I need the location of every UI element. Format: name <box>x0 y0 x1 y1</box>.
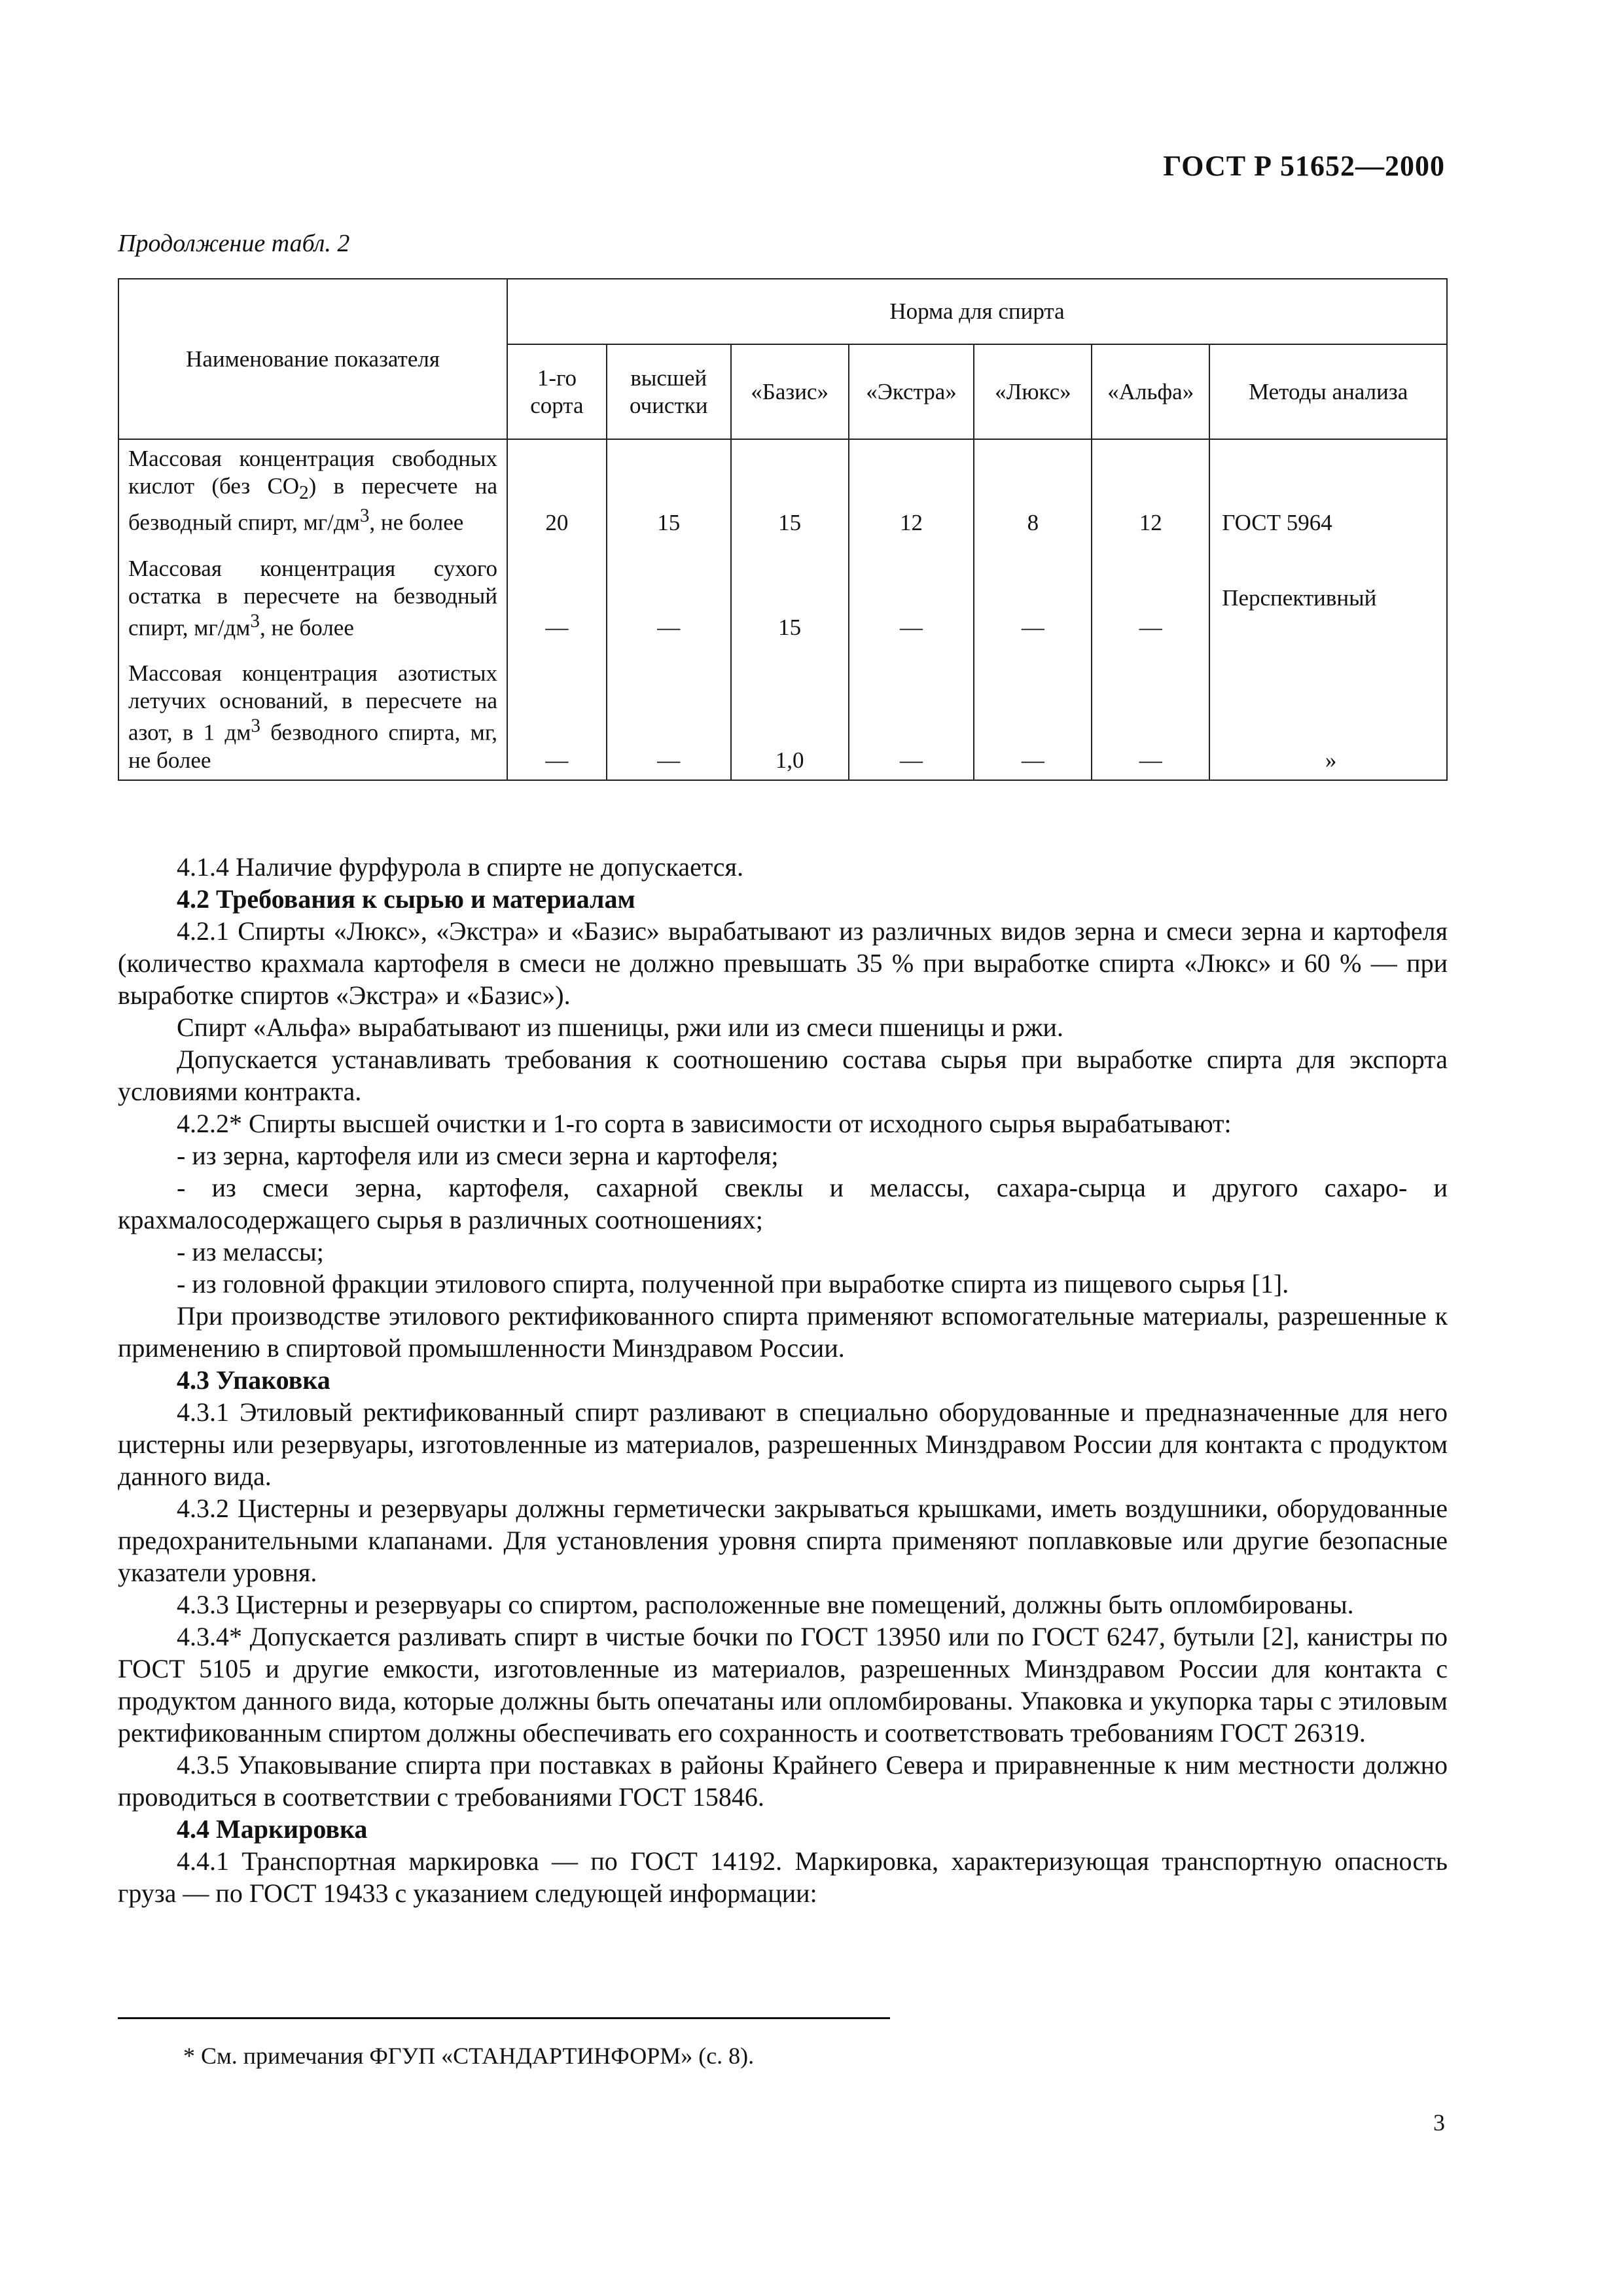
value-cell: 1,0 <box>731 647 849 780</box>
value-cell: 12 <box>849 439 974 542</box>
value-cell: 15 <box>607 439 731 542</box>
col-header-norm: Норма для спирта <box>507 279 1447 344</box>
paragraph-4-3-3: 4.3.3 Цистерны и резервуары со спиртом, расположенные вне помещений, должны быть опломбированы. <box>177 1590 1354 1619</box>
col-header-highest-purity: высшей очистки <box>607 344 731 439</box>
value-cell: 20 <box>507 439 607 542</box>
paragraph-4-3-1: 4.3.1 Этиловый ректификованный спирт разливают в специально оборудованные и предназначенные для него цистерны или резервуары, изготовленные из материалов, разрешенных Минздравом России для контакта с продуктом данного вида. <box>118 1397 1448 1491</box>
col-header-basis: «Базис» <box>731 344 849 439</box>
norms-table <box>118 278 1448 781</box>
paragraph-auxiliary: При производстве этилового ректификованного спирта применяют вспомогательные материалы, разрешенные к применению в спиртовой промышленности Минздравом России. <box>118 1301 1448 1363</box>
paragraph-4-1-4: 4.1.4 Наличие фурфурола в спирте не допускается. <box>177 852 743 882</box>
col-header-extra: «Экстра» <box>849 344 974 439</box>
table-row <box>118 439 1447 542</box>
paragraph-4-2-2: 4.2.2* Спирты высшей очистки и 1-го сорта в зависимости от исходного сырья вырабатывают: <box>177 1109 1232 1138</box>
col-header-grade1: 1-го сорта <box>507 344 607 439</box>
table-row <box>118 542 1447 647</box>
list-item: - из зерна, картофеля или из смеси зерна и картофеля; <box>177 1141 779 1170</box>
col-header-name: Наименование показателя <box>118 279 507 439</box>
value-cell: 15 <box>731 439 849 542</box>
value-cell: — <box>507 647 607 780</box>
paragraph-4-3-5: 4.3.5 Упаковывание спирта при поставках в районы Крайнего Севера и приравненные к ним местности должно проводиться в соответствии с требованиями ГОСТ 15846. <box>118 1750 1448 1812</box>
value-cell: — <box>974 542 1092 647</box>
col-header-lux: «Люкс» <box>974 344 1092 439</box>
col-header-alfa: «Альфа» <box>1092 344 1209 439</box>
paragraph-4-3-4: 4.3.4* Допускается разливать спирт в чистые бочки по ГОСТ 13950 или по ГОСТ 6247, бутыли [2], канистры по ГОСТ 5105 и другие емкости, изготовленные из материалов, разрешенных Минздравом России для контакта с продуктом данного вида, которые должны быть опечатаны или опломбированы. Упаковка и укупорка тары с этиловым ректификованным спиртом должны обеспечивать его сохранность и соответствовать требованиям ГОСТ 26319. <box>118 1622 1448 1748</box>
table-row <box>118 647 1447 780</box>
table-caption: Продолжение табл. 2 <box>118 230 350 257</box>
indicator-name: Массовая концентрация свободных кислот (без $СО_2$) в пересчете на безводный спирт, $мг/дм^3$, не более <box>118 439 507 542</box>
paragraph-4-4-1: 4.4.1 Транспортная маркировка — по ГОСТ 14192. Маркировка, характеризующая транспортную опасность груза — по ГОСТ 19433 с указанием следующей информации: <box>118 1846 1448 1908</box>
section-heading-4-4: 4.4 Маркировка <box>177 1814 368 1844</box>
value-cell: 12 <box>1092 439 1209 542</box>
value-cell: 15 <box>731 542 849 647</box>
footnote-divider <box>118 2017 890 2019</box>
list-item: - из смеси зерна, картофеля, сахарной свеклы и мелассы, сахара-сырца и другого сахаро- и крахмалосодержащего сырья в различных соотношениях; <box>118 1173 1448 1234</box>
value-cell: — <box>1092 542 1209 647</box>
method-cell: ГОСТ 5964 <box>1209 439 1447 542</box>
value-cell: — <box>607 542 731 647</box>
value-cell: — <box>849 647 974 780</box>
value-cell: — <box>849 542 974 647</box>
page-number: 3 <box>1433 2109 1445 2136</box>
method-cell: Перспективный <box>1209 542 1447 647</box>
standard-code: ГОСТ Р 51652—2000 <box>1163 150 1445 182</box>
paragraph-export: Допускается устанавливать требования к соотношению состава сырья при выработке спирта для экспорта условиями контракта. <box>118 1045 1448 1106</box>
value-cell: — <box>507 542 607 647</box>
paragraph-4-3-2: 4.3.2 Цистерны и резервуары должны герметически закрываться крышками, иметь воздушники, оборудованные предохранительными клапанами. Для установления уровня спирта применяют поплавковые или другие безопасные указатели уровня. <box>118 1494 1448 1587</box>
indicator-name: Массовая концентрация сухого остатка в пересчете на безводный спирт, $мг/дм^3$, не более <box>118 542 507 647</box>
paragraph-alfa: Спирт «Альфа» вырабатывают из пшеницы, ржи или из смеси пшеницы и ржи. <box>177 1013 1063 1042</box>
section-heading-4-3: 4.3 Упаковка <box>177 1365 330 1395</box>
section-heading-4-2: 4.2 Требования к сырью и материалам <box>177 884 635 914</box>
value-cell: — <box>974 647 1092 780</box>
value-cell: — <box>607 647 731 780</box>
footnote: * См. примечания ФГУП «СТАНДАРТИНФОРМ» (с. 8). <box>183 2043 755 2069</box>
list-item: - из мелассы; <box>177 1237 324 1266</box>
body-text <box>118 851 1448 1909</box>
value-cell: 8 <box>974 439 1092 542</box>
col-header-methods: Методы анализа <box>1209 344 1447 439</box>
list-item: - из головной фракции этилового спирта, полученной при выработке спирта из пищевого сырья [1]. <box>177 1269 1289 1299</box>
method-cell: » <box>1209 647 1447 780</box>
value-cell: — <box>1092 647 1209 780</box>
paragraph-4-2-1: 4.2.1 Спирты «Люкс», «Экстра» и «Базис» вырабатывают из различных видов зерна и смеси зерна и картофеля (количество крахмала картофеля в смеси не должно превышать 35 % при выработке спирта «Люкс» и 60 % — при выработке спиртов «Экстра» и «Базис»). <box>118 916 1448 1010</box>
indicator-name: Массовая концентрация азотистых летучих оснований, в пересчете на азот, в 1 $дм^3$ безводного спирта, мг, не более <box>118 647 507 780</box>
